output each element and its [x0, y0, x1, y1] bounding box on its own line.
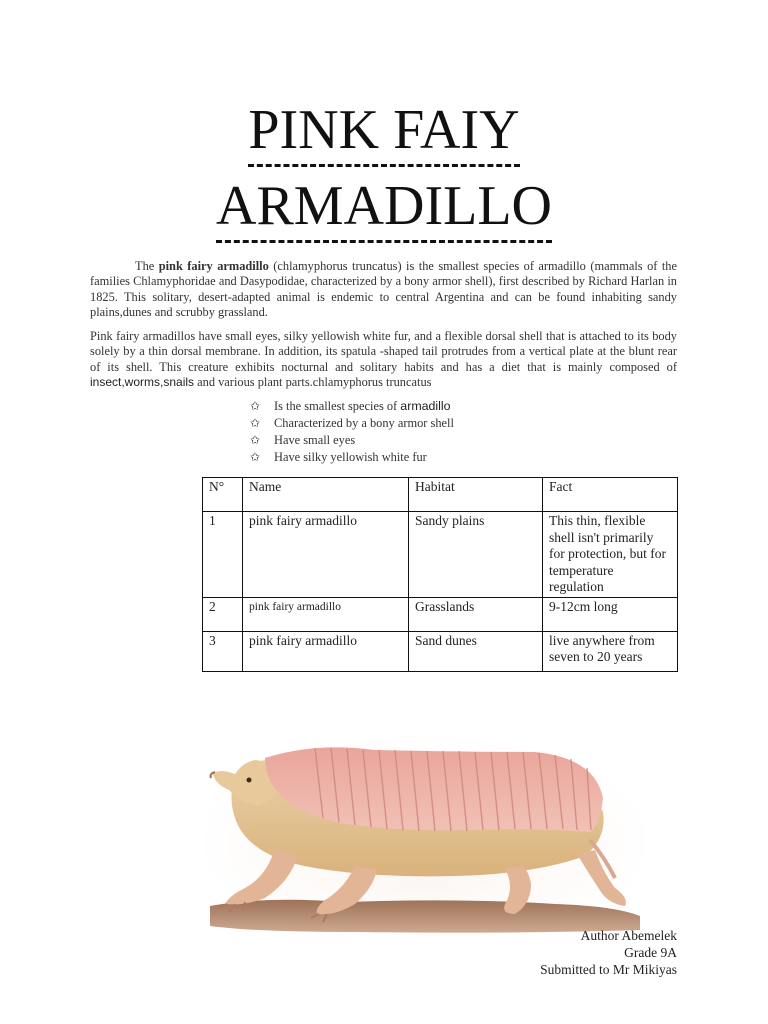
star-bullet-icon: ✩ [250, 450, 261, 464]
header-habitat: Habitat [409, 478, 543, 512]
cell-fact: 9-12cm long [543, 597, 678, 631]
cell-name: pink fairy armadillo [243, 597, 409, 631]
document-title-line-2: ARMADILLO [0, 178, 768, 243]
bullet-text: Have small eyes [274, 433, 356, 447]
intro-body: (chlamyphorus truncatus) is the smallest species of armadillo (mammals of the families Chlamyphoridae and Dasypodidae, characterized by a bony armor shell), first described by Richard Harlan in 1825. This solitary, desert-adapted animal is endemic to central Argentina and can be found inhabiting sandy plains,dunes and scrubby grassland. [90, 259, 677, 319]
header-number: N° [203, 478, 243, 512]
author-grade: Grade 9A [624, 944, 677, 960]
description-tail: and various plant parts.chlamyphorus truncatus [194, 374, 432, 389]
header-fact: Fact [543, 478, 678, 512]
armadillo-facts-table [202, 477, 678, 672]
bullet-text: Characterized by a bony armor shell [274, 416, 454, 430]
cell-habitat: Sand dunes [409, 631, 543, 671]
bullet-text: Have silky yellowish white fur [274, 450, 427, 464]
cell-fact: live anywhere from seven to 20 years [543, 631, 678, 671]
author-block [540, 928, 677, 978]
cell-number: 2 [203, 597, 243, 631]
author-submitted: Submitted to Mr Mikiyas [540, 961, 677, 977]
bullet-extra: armadillo [400, 399, 451, 413]
header-name: Name [243, 478, 409, 512]
table-row [203, 631, 678, 671]
bullet-item [250, 432, 454, 449]
table-header-row [203, 478, 678, 512]
bullet-item [250, 415, 454, 432]
bullet-item [250, 398, 454, 415]
cell-habitat: Sandy plains [409, 512, 543, 598]
facts-bullet-list [250, 398, 454, 466]
cell-habitat: Grasslands [409, 597, 543, 631]
star-bullet-icon: ✩ [250, 433, 261, 447]
star-bullet-icon: ✩ [250, 416, 261, 430]
bullet-text: Is the smallest species of [274, 399, 401, 413]
description-diet: insect,worms,snails [90, 374, 195, 389]
table-row [203, 512, 678, 598]
description-paragraph [90, 329, 677, 390]
bullet-item [250, 449, 454, 466]
cell-fact: This thin, flexible shell isn't primarily for protection, but for temperature regulation [543, 512, 678, 598]
pink-fairy-armadillo-photo [205, 728, 645, 936]
star-bullet-icon: ✩ [250, 399, 261, 413]
intro-bold-name: pink fairy armadillo [158, 259, 269, 273]
description-body: Pink fairy armadillos have small eyes, silky yellowish white fur, and a flexible dorsal shell that is attached to its body solely by a thin dorsal membrane. In addition, its spatula -shaped tail protrudes from a vertical plate at the blunt rear of its shell. This creature exhibits nocturnal and solitary habits and has a diet that is mainly composed of [90, 329, 677, 374]
author-name: Author Abemelek [580, 928, 677, 943]
table-row [203, 597, 678, 631]
cell-number: 1 [203, 512, 243, 598]
cell-name: pink fairy armadillo [243, 512, 409, 598]
intro-lead: The [135, 259, 159, 273]
document-title-line-1: PINK FAIY [0, 102, 768, 167]
cell-name: pink fairy armadillo [243, 631, 409, 671]
intro-paragraph [90, 259, 677, 320]
cell-number: 3 [203, 631, 243, 671]
